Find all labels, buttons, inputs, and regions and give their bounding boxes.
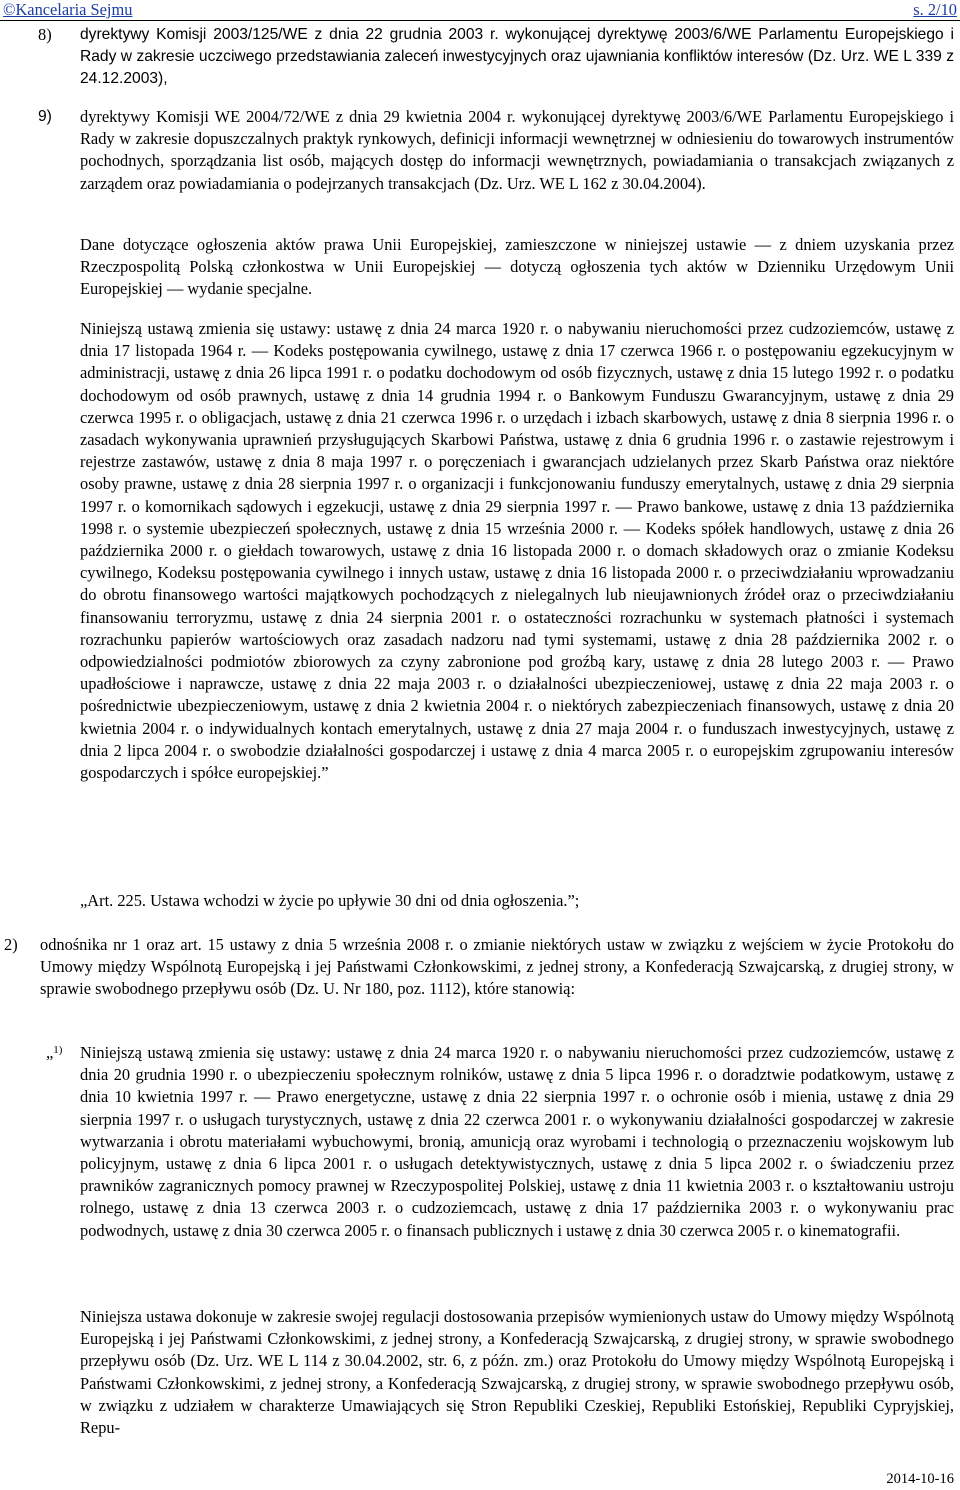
item-8-text: dyrektywy Komisji 2003/125/WE z dnia 22 grudnia 2003 r. wykonującej dyrektywę 2003/6/WE Parlamentu Europejskiego i Rady w zakresie uczciwego przedstawiania zaleceń inwestycyjnych oraz ujawniania konfliktów interesów (Dz. Urz. WE L 339 z 24.12.2003), <box>80 26 954 88</box>
page-number-value: 2/10 <box>927 0 957 19</box>
paragraph-dostosowuje: Niniejsza ustawa dokonuje w zakresie swojej regulacji dostosowania przepisów wymienionych ustaw do Umowy między Wspólnotą Europejską i jej Państwami Członkowskimi, z jednej strony, a Konfederacją Szwajcarską, z drugiej strony, w sprawie swobodnego przepływu osób (Dz. Urz. WE L 114 z 30.04.2002, str. 6, z późn. zm.) oraz Protokołu do Umowy między Wspólnotą Europejską i Państwami Członkowskimi, z jednej strony, a Konfederacją Szwajcarską, z drugiej strony, w sprawie swobodnego przepływu osób, w związku z udziałem w charakterze Umawiających się Stron Republiki Czeskiej, Republiki Estońskiej, Republiki Cypryjskiej, Repu- <box>80 1307 954 1438</box>
item-8-number: 8) <box>38 25 52 44</box>
paragraph-niniejsza-1: Niniejszą ustawą zmienia się ustawy: ustawę z dnia 24 marca 1920 r. o nabywaniu nieruchomości przez cudzoziemców, ustawę z dnia 17 listopada 1964 r. — Kodeks postępowania cywilnego, ustawę z dnia 17 czerwca 1966 r. o postępowaniu egzekucyjnym w administracji, ustawę z dnia 26 lipca 1991 r. o podatku dochodowym od osób fizycznych, ustawę z dnia 15 lutego 1992 r. o podatku dochodowym od osób prawnych, ustawę z dnia 14 grudnia 1994 r. o Bankowym Funduszu Gwarancyjnym, ustawę z dnia 29 czerwca 1995 r. o obligacjach, ustawę z dnia 21 czerwca 1996 r. o urzędach i izbach skarbowych, ustawę z dnia 8 sierpnia 1996 r. o zasadach wykonywania uprawnień przysługujących Skarbowi Państwa, ustawę z dnia 6 grudnia 1996 r. o zastawie rejestrowym i rejestrze zastawów, ustawę z dnia 8 maja 1997 r. o poręczeniach i gwarancjach udzielanych przez Skarb Państwa oraz niektóre osoby prawne, ustawę z dnia 28 sierpnia 1997 r. o organizacji i funkcjonowaniu funduszy emerytalnych, ustawę z dnia 29 sierpnia 1997 r. o komornikach sądowych i egzekucji, ustawę z dnia 29 sierpnia 1997 r. — Prawo bankowe, ustawę z dnia 13 października 1998 r. o systemie ubezpieczeń społecznych, ustawę z dnia 15 września 2000 r. — Kodeks spółek handlowych, ustawę z dnia 26 października 2000 r. o giełdach towarowych, ustawę z dnia 16 listopada 2000 r. o domach składowych oraz o zmianie Kodeksu cywilnego, Kodeksu postępowania cywilnego i innych ustaw, ustawę z dnia 16 listopada 2000 r. o przeciwdziałaniu wprowadzaniu do obrotu finansowego wartości majątkowych pochodzących z nielegalnych lub nieujawnionych źródeł oraz o przeciwdziałaniu finansowaniu terroryzmu, ustawę z dnia 24 sierpnia 2001 r. o ostateczności rozrachunku w systemach płatności i systemach rozrachunku papierów wartościowych oraz zasadach nadzoru nad tymi systemami, ustawę z dnia 28 października 2002 r. o odpowiedzialności podmiotów zbiorowych za czyny zabronione pod groźbą kary, ustawę z dnia 28 lutego 2003 r. — Prawo upadłościowe i naprawcze, ustawę z dnia 22 maja 2003 r. o działalności ubezpieczeniowej, ustawę z dnia 22 maja 2003 r. o pośrednictwie ubezpieczeniowym, ustawę z dnia 2 kwietnia 2004 r. o niektórych zabezpieczeniach finansowych, ustawę z dnia 20 kwietnia 2004 r. o indywidualnych kontach emerytalnych, ustawę z dnia 27 maja 2004 r. o funduszach inwestycyjnych, ustawę z dnia 2 lipca 2004 r. o swobodzie działalności gospodarczej i ustawę z dnia 4 marca 2005 r. o europejskim zgrupowaniu interesów gospodarczych i spółce europejskiej.” <box>80 319 954 783</box>
page-prefix: s. <box>913 0 928 19</box>
footnote-mark: 1) <box>53 1044 63 1056</box>
item-9-text: dyrektywy Komisji WE 2004/72/WE z dnia 29 kwietnia 2004 r. wykonującej dyrektywę 2003/6/WE Parlamentu Europejskiego i Rady w zakresie dopuszczalnych praktyk rynkowych, definicji informacji wewnętrznej w odniesieniu do towarowych instrumentów pochodnych, sporządzania list osób, mających dostęp do informacji wewnętrznych, powiadamiania o transakcjach związanych z zarządem oraz powiadamiania o podejrzanych transakcjach (Dz. Urz. WE L 162 z 30.04.2004). <box>80 107 954 193</box>
item-9-number: 9) <box>38 108 52 125</box>
item-2-number: 2) <box>4 935 18 954</box>
quote-open: „ <box>46 1043 54 1062</box>
footer-date: 2014-10-16 <box>886 1471 954 1487</box>
copyright-link[interactable]: ©Kancelaria Sejmu <box>3 0 133 19</box>
quote-mark <box>46 1042 62 1064</box>
paragraph-dane: Dane dotyczące ogłoszenia aktów prawa Unii Europejskiej, zamieszczone w niniejszej ustawie — z dniem uzyskania przez Rzeczpospolitą Polską członkostwa w Unii Europejskiej — dotyczą ogłoszenia tych aktów w Dzienniku Urzędowym Unii Europejskiej — wydanie specjalne. <box>80 235 954 299</box>
article-225: „Art. 225. Ustawa wchodzi w życie po upływie 30 dni od dnia ogłoszenia.”; <box>80 891 580 910</box>
item-2-text: odnośnika nr 1 oraz art. 15 ustawy z dnia 5 września 2008 r. o zmianie niektórych ustaw w związku z wejściem w życie Protokołu do Umowy między Wspólnotą Europejską i jej Państwami Członkowskimi, z jednej strony, a Konfederacją Szwajcarską, z drugiej strony, w sprawie swobodnego przepływu osób (Dz. U. Nr 180, poz. 1112), które stanowią: <box>40 935 954 999</box>
footnote-1-text: Niniejszą ustawą zmienia się ustawy: ustawę z dnia 24 marca 1920 r. o nabywaniu nieruchomości przez cudzoziemców, ustawę z dnia 20 grudnia 1990 r. o ubezpieczeniu społecznym rolników, ustawę z dnia 5 lipca 1996 r. o doradztwie podatkowym, ustawę z dnia 10 kwietnia 1997 r. — Prawo energetyczne, ustawę z dnia 22 sierpnia 1997 r. o ochronie osób i mienia, ustawę z dnia 29 sierpnia 1997 r. o usługach turystycznych, ustawę z dnia 22 czerwca 2001 r. o wykonywaniu działalności gospodarczej w zakresie wytwarzania i obrotu materiałami wybuchowymi, bronią, amunicją oraz wyrobami i technologią o przeznaczeniu wojskowym lub policyjnym, ustawę z dnia 6 lipca 2001 r. o usługach detektywistycznych, ustawę z dnia 5 lipca 2002 r. o świadczeniu przez prawników zagranicznych pomocy prawnej w Rzeczypospolitej Polskiej, ustawę z dnia 11 kwietnia 2003 r. o kształtowaniu ustroju rolnego, ustawę z dnia 13 czerwca 2003 r. o cudzoziemcach, ustawę z dnia 17 października 2003 r. o wykonywaniu prac podwodnych, ustawę z dnia 30 czerwca 2005 r. o finansach publicznych i ustawę z dnia 30 czerwca 2005 r. o kinematografii. <box>80 1043 954 1240</box>
